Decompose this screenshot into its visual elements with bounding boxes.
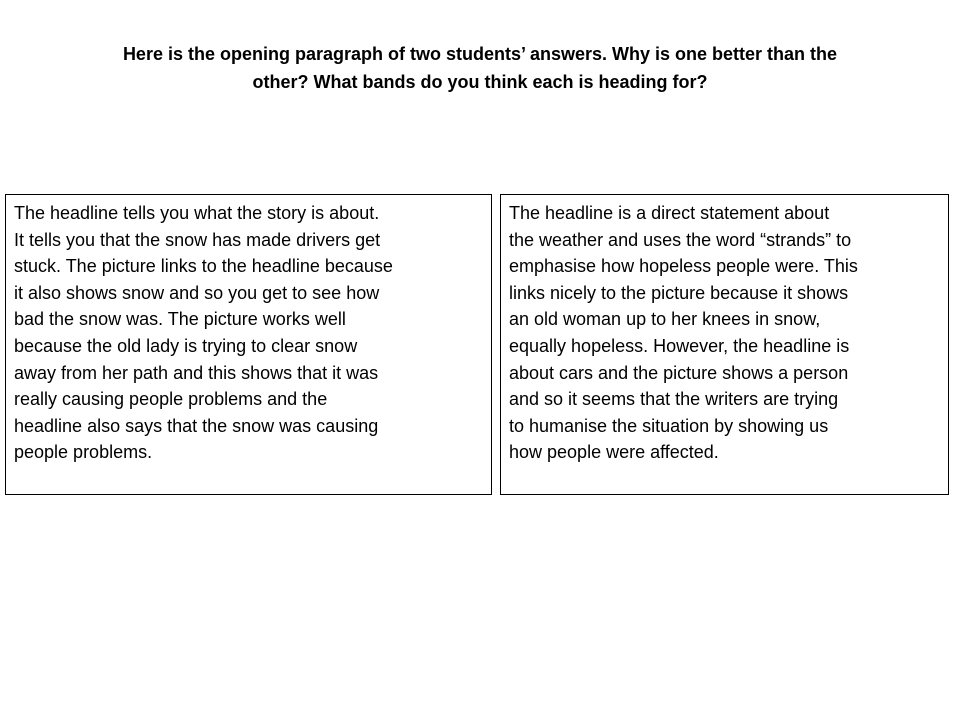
answer-b-line: The headline is a direct statement about (509, 203, 830, 223)
answer-a-line: headline also says that the snow was causing (14, 415, 379, 436)
answer-b-line: about cars and the picture shows a person (509, 362, 849, 383)
answer-b-line: how people were affected. (509, 442, 719, 463)
answer-b-line: emphasise how hopeless people were. This (509, 256, 858, 277)
student-answer-b-box (500, 194, 949, 495)
answer-a-line: The headline tells you what the story is about. (14, 203, 380, 223)
answer-a-line: it also shows snow and so you get to see how (14, 282, 380, 303)
answer-b-line: and so it seems that the writers are trying (509, 389, 839, 410)
question-line: other? What bands do you think each is heading for? (252, 72, 708, 92)
answer-b-line: the weather and uses the word “strands” to (509, 229, 852, 250)
question-line: Here is the opening paragraph of two students’ answers. Why is one better than the (122, 44, 838, 64)
answer-a-line: people problems. (14, 442, 153, 463)
answer-a-line: bad the snow was. The picture works well (14, 309, 346, 330)
answer-a-line: It tells you that the snow has made drivers get (14, 229, 381, 250)
question-heading (40, 40, 920, 96)
answer-a-line: really causing people problems and the (14, 389, 328, 410)
answer-a-line: because the old lady is trying to clear snow (14, 335, 358, 356)
answer-b-line: to humanise the situation by showing us (509, 415, 829, 436)
answer-a-line: stuck. The picture links to the headline because (14, 256, 393, 277)
student-answer-a-box (5, 194, 492, 495)
answer-b-line: links nicely to the picture because it shows (509, 282, 849, 303)
answer-b-line: an old woman up to her knees in snow, (509, 309, 821, 330)
answer-a-line: away from her path and this shows that it was (14, 362, 379, 383)
answer-b-line: equally hopeless. However, the headline is (509, 335, 850, 356)
